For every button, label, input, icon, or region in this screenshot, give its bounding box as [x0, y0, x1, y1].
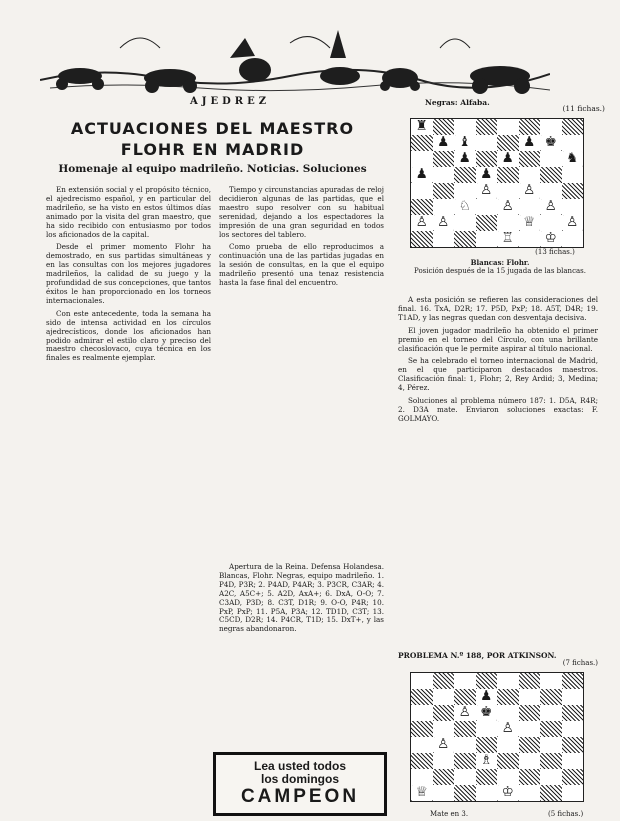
- board-square: [433, 737, 455, 753]
- chess-piece: ♙: [476, 183, 498, 199]
- board-square: [540, 705, 562, 721]
- board-square: [497, 215, 519, 231]
- chess-piece: ♙: [497, 199, 519, 215]
- board-square: [433, 135, 455, 151]
- board-square: [562, 753, 584, 769]
- chess-piece: ♝: [454, 135, 476, 151]
- game-notation: Apertura de la Reina. Defensa Holandesa. Blancas, Flohr. Negras, equipo madrileño. 1. P4D, P3R; 2. P4AD, P4AR; 3. P3CR, C3AR; 4. A2C, A5C+; 5. A2D, AxA+; 6. DxA, O-O; 7. C3AD, P3D; 8. C3T, D1R; 9. O-O, P4R; 10. PxP, PxP; 11. P5A, P3A; 12. TD1D, C3T; 13. C5CD, D2R; 14. P4CR, T1D; 15. DxT+, y las negras abandonaron.: [219, 563, 384, 634]
- board-square: [519, 199, 541, 215]
- board-square: [519, 737, 541, 753]
- board-square: [540, 769, 562, 785]
- board-square: [411, 231, 433, 247]
- chess-piece: ♔: [497, 785, 519, 801]
- board-square: [454, 673, 476, 689]
- board-square: [519, 119, 541, 135]
- black-player-label: Negras: Alfaba.: [425, 98, 490, 107]
- board-square: [433, 689, 455, 705]
- board-square: [476, 151, 498, 167]
- board-square: [519, 231, 541, 247]
- section-label: AJEDREZ: [190, 96, 271, 107]
- chess-piece: ♞: [562, 151, 584, 167]
- chess-diagram-problem: [410, 672, 584, 802]
- board-square: [497, 151, 519, 167]
- board-square: [433, 753, 455, 769]
- article-column-2: [219, 186, 384, 565]
- paragraph: En extensión social y el propósito técnico, el ajedrecismo español, y en particular del madrileño, se ha visto en estos últimos días animado por la visita del gran maestro, que ha sido recibido con entusiasmo por todos los aficionados de la capital.: [46, 186, 211, 239]
- board-square: [519, 673, 541, 689]
- chess-piece: ♚: [476, 705, 498, 721]
- board-square: [454, 705, 476, 721]
- chess-piece: ♟: [411, 167, 433, 183]
- board-square: [454, 231, 476, 247]
- board-square: [433, 785, 455, 801]
- game-score: [219, 563, 384, 753]
- board-square: [476, 215, 498, 231]
- article-column-1: [46, 186, 211, 811]
- board-square: [497, 721, 519, 737]
- board-square: [454, 785, 476, 801]
- board-square: [519, 769, 541, 785]
- board-square: [454, 199, 476, 215]
- chess-piece: ♙: [519, 183, 541, 199]
- board-square: [454, 119, 476, 135]
- board-square: [497, 769, 519, 785]
- board-square: [519, 151, 541, 167]
- board-square: [562, 119, 584, 135]
- board-square: [411, 689, 433, 705]
- ad-line-1: Lea usted todos: [253, 759, 346, 773]
- chess-piece: ♟: [519, 135, 541, 151]
- board-square: [562, 167, 584, 183]
- chess-piece: ♙: [497, 721, 519, 737]
- chess-piece: ♟: [476, 167, 498, 183]
- board-square: [519, 705, 541, 721]
- chess-piece: ♙: [433, 737, 455, 753]
- board-square: [519, 753, 541, 769]
- board-square: [411, 785, 433, 801]
- position-note: Posición después de la 15 jugada de las blancas.: [414, 267, 586, 275]
- paragraph: Tiempo y circunstancias apuradas de reloj decidieron algunas de las partidas, que el maestro supo resolver con su habitual serenidad, dejando a los espectadores la impresión de una gran seguridad en todos los sectores del tablero.: [219, 186, 384, 239]
- board-square: [411, 769, 433, 785]
- board-square: [562, 785, 584, 801]
- board-square: [454, 737, 476, 753]
- board-square: [476, 231, 498, 247]
- chess-piece: ♗: [476, 753, 498, 769]
- board-square: [540, 199, 562, 215]
- board-square: [476, 737, 498, 753]
- problem-header: [398, 651, 598, 667]
- racing-banner-illustration: [40, 18, 550, 98]
- board-square: [433, 215, 455, 231]
- chess-piece: ♟: [476, 689, 498, 705]
- board-square: [454, 167, 476, 183]
- mate-in-label: Mate en 3.: [430, 810, 469, 818]
- paragraph: Soluciones al problema número 187: 1. D5A, R4R; 2. D3A mate. Enviaron soluciones exactas: F. GOLMAYO.: [398, 396, 598, 423]
- board-square: [497, 737, 519, 753]
- board-square: [411, 753, 433, 769]
- board-square: [411, 673, 433, 689]
- ad-line-2: los domingos: [261, 772, 339, 786]
- board-square: [411, 151, 433, 167]
- board-square: [540, 231, 562, 247]
- board-square: [476, 199, 498, 215]
- board-square: [454, 151, 476, 167]
- chess-piece: ♟: [433, 135, 455, 151]
- board-square: [454, 135, 476, 151]
- board-square: [562, 151, 584, 167]
- board-square: [519, 689, 541, 705]
- board-square: [540, 737, 562, 753]
- board-square: [540, 673, 562, 689]
- board-square: [433, 183, 455, 199]
- board-square: [497, 199, 519, 215]
- chess-piece: ♙: [562, 215, 584, 231]
- board-square: [562, 737, 584, 753]
- article-title: ACTUACIONES DEL MAESTRO FLOHR EN MADRID: [70, 119, 355, 159]
- board-square: [454, 769, 476, 785]
- board-square: [433, 769, 455, 785]
- board-square: [562, 183, 584, 199]
- campeon-advertisement: [213, 752, 387, 816]
- board-square: [476, 785, 498, 801]
- board-square: [519, 215, 541, 231]
- board-square: [497, 785, 519, 801]
- article-subtitle: Homenaje al equipo madrileño. Noticias. Soluciones: [58, 163, 367, 175]
- board-square: [562, 673, 584, 689]
- board-square: [562, 705, 584, 721]
- board-square: [562, 215, 584, 231]
- board-square: [476, 705, 498, 721]
- board-square: [497, 119, 519, 135]
- paragraph: Desde el primer momento Flohr ha demostrado, en sus partidas simultáneas y en las consultas con los mejores jugadores madrileños, la calidad de su juego y la profundidad de sus concepciones, que tantos éxitos le han proporcionado en los torneos internacionales.: [46, 242, 211, 305]
- board-square: [433, 705, 455, 721]
- board-square: [497, 689, 519, 705]
- problem-title: PROBLEMA N.º 188, POR ATKINSON.: [398, 651, 557, 660]
- chess-piece: ♘: [454, 199, 476, 215]
- chess-piece: ♕: [411, 785, 433, 801]
- board-square: [433, 119, 455, 135]
- board-square: [540, 689, 562, 705]
- board-square: [540, 721, 562, 737]
- chess-piece: ♜: [411, 119, 433, 135]
- board-square: [411, 737, 433, 753]
- news-column: [398, 296, 598, 656]
- ad-brand: CAMPEON: [240, 786, 360, 807]
- board-square: [540, 785, 562, 801]
- board-square: [519, 167, 541, 183]
- chess-piece: ♔: [540, 231, 562, 247]
- board-square: [497, 705, 519, 721]
- board-square: [476, 183, 498, 199]
- board-square: [519, 183, 541, 199]
- board-square: [519, 785, 541, 801]
- board-square: [476, 753, 498, 769]
- board-square: [540, 119, 562, 135]
- board-square: [476, 769, 498, 785]
- board-square: [562, 231, 584, 247]
- chess-piece: ♕: [519, 215, 541, 231]
- board-square: [562, 199, 584, 215]
- board-square: [540, 183, 562, 199]
- white-player-label: Blancas: Flohr.: [470, 258, 530, 267]
- board-square: [476, 721, 498, 737]
- board-square: [540, 151, 562, 167]
- board-square: [411, 135, 433, 151]
- board-square: [454, 753, 476, 769]
- board-square: [562, 721, 584, 737]
- board-square: [411, 215, 433, 231]
- white-piece-count: (13 fichas.): [535, 248, 575, 256]
- board-square: [433, 199, 455, 215]
- board-square: [497, 167, 519, 183]
- chess-piece: ♚: [540, 135, 562, 151]
- board-square: [433, 167, 455, 183]
- board-square: [476, 119, 498, 135]
- board-square: [411, 167, 433, 183]
- paragraph: Como prueba de ello reproducimos a continuación una de las partidas jugadas en la sesión de consultas, en la que el equipo madrileño presentó una tenaz resistencia hasta la fase final del encuentro.: [219, 242, 384, 288]
- board-square: [454, 215, 476, 231]
- chess-piece: ♙: [411, 215, 433, 231]
- chess-piece: ♖: [497, 231, 519, 247]
- board-square: [433, 151, 455, 167]
- board-square: [562, 135, 584, 151]
- board-square: [497, 753, 519, 769]
- board-square: [519, 721, 541, 737]
- board-square: [411, 199, 433, 215]
- board-square: [540, 215, 562, 231]
- board-square: [562, 689, 584, 705]
- chess-piece: ♟: [454, 151, 476, 167]
- paragraph: Se ha celebrado el torneo internacional de Madrid, en el que participaron destacados maestros. Clasificación final: 1, Flohr; 2, Rey Ardid; 3, Medina; 4, Pérez.: [398, 356, 598, 393]
- board-square: [497, 135, 519, 151]
- board-square: [433, 673, 455, 689]
- board-square: [540, 753, 562, 769]
- chess-piece: ♟: [497, 151, 519, 167]
- chess-piece: ♙: [540, 199, 562, 215]
- board-square: [540, 167, 562, 183]
- board-square: [497, 231, 519, 247]
- board-square: [519, 135, 541, 151]
- board-square: [433, 721, 455, 737]
- board-square: [433, 231, 455, 247]
- board1-header: [425, 98, 605, 113]
- chess-piece: ♙: [454, 705, 476, 721]
- paragraph: A esta posición se refieren las consideraciones del final. 16. TxA, D2R; 17. P5D, PxP; 18. A5T, D4R; 19. T1AD, y las negras quedan con desventaja decisiva.: [398, 296, 598, 322]
- black-piece-count: (11 fichas.): [562, 104, 605, 113]
- board-square: [476, 167, 498, 183]
- board-square: [411, 705, 433, 721]
- board-square: [411, 721, 433, 737]
- problem-piece-count: (7 fichas.): [562, 659, 598, 667]
- problem-piece-count-white: (5 fichas.): [548, 810, 584, 818]
- chess-piece: ♙: [433, 215, 455, 231]
- board-square: [540, 135, 562, 151]
- board-square: [497, 183, 519, 199]
- board-square: [476, 689, 498, 705]
- board-square: [411, 183, 433, 199]
- board-square: [476, 673, 498, 689]
- paragraph: Con este antecedente, toda la semana ha sido de intensa actividad en los círculos ajedrecísticos, donde los aficionados han podido admirar el estilo claro y preciso del maestro checoslovaco, cuya técnica en los finales es realmente ejemplar.: [46, 308, 211, 363]
- board-square: [454, 183, 476, 199]
- board-square: [411, 119, 433, 135]
- board-square: [454, 721, 476, 737]
- board-square: [454, 689, 476, 705]
- board-square: [476, 135, 498, 151]
- board-square: [497, 673, 519, 689]
- board-square: [562, 769, 584, 785]
- chess-diagram-game-position: [410, 118, 584, 248]
- paragraph: El joven jugador madrileño ha obtenido el primer premio en el torneo del Círculo, con una brillante clasificación que le permite aspirar al título nacional.: [398, 325, 598, 353]
